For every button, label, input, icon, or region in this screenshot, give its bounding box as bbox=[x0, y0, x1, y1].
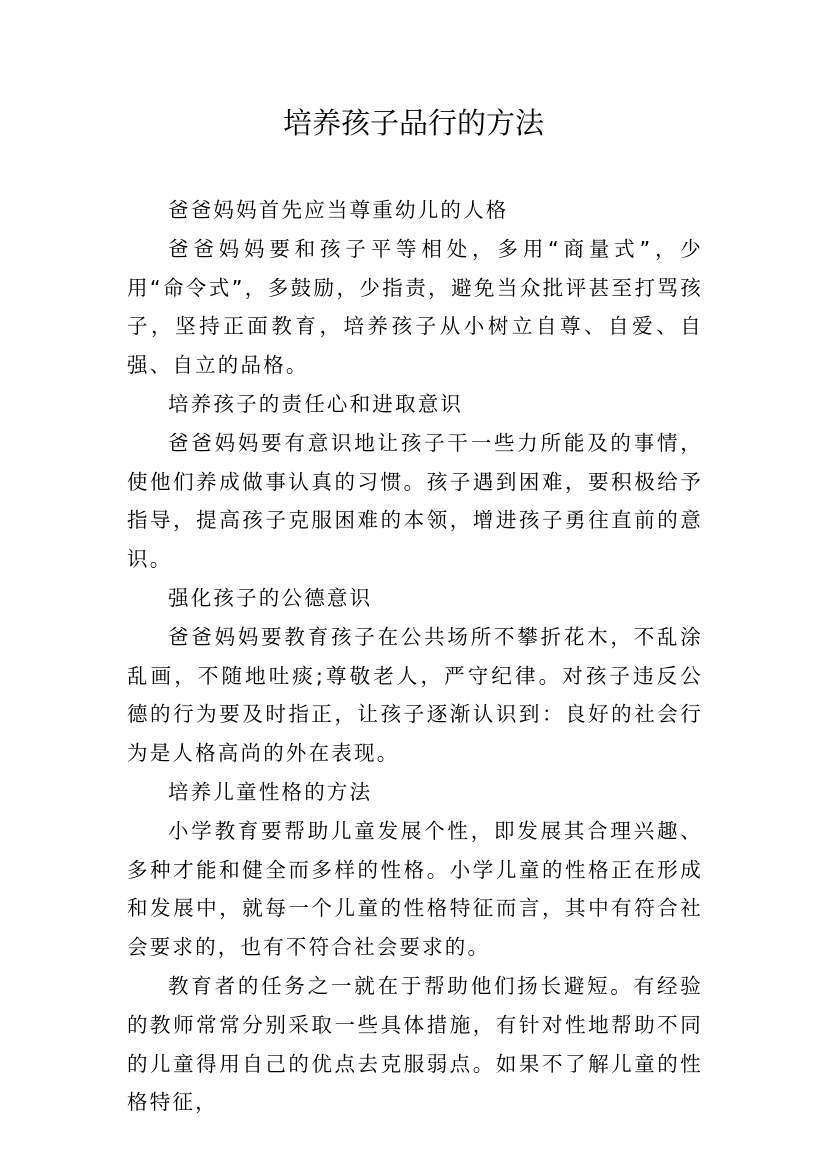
section-heading: 培养孩子的责任心和进取意识 bbox=[168, 391, 464, 416]
paragraph: 教育者的任务之一就在于帮助他们扬长避短。有经验的教师常常分别采取一些具体措施，有针对性地帮助不同的儿童得用自己的优点去克服弱点。如果不了解儿童的性格特征， bbox=[127, 973, 703, 1115]
paragraph: 爸爸妈妈要教育孩子在公共场所不攀折花木，不乱涂乱画，不随地吐痰;尊敬老人，严守纪律。对孩子违反公德的行为要及时指正，让孩子逐渐认识到：良好的社会行为是人格高尚的外在表现。 bbox=[127, 624, 703, 766]
section-heading: 培养儿童性格的方法 bbox=[168, 779, 373, 804]
section-heading: 强化孩子的公德意识 bbox=[168, 585, 373, 610]
paragraph: 爸爸妈妈要有意识地让孩子干一些力所能及的事情，使他们养成做事认真的习惯。孩子遇到困难，要积极给予指导，提高孩子克服困难的本领，增进孩子勇往直前的意识。 bbox=[127, 430, 703, 572]
paragraph: 爸爸妈妈要和孩子平等相处，多用“商量式”，少用“命令式”，多鼓励，少指责，避免当众批评甚至打骂孩子，坚持正面教育，培养孩子从小树立自尊、自爱、自强、自立的品格。 bbox=[127, 236, 703, 378]
paragraph: 小学教育要帮助儿童发展个性，即发展其合理兴趣、多种才能和健全而多样的性格。小学儿童的性格正在形成和发展中，就每一个儿童的性格特征而言，其中有符合社会要求的，也有不符合社会要求的。 bbox=[127, 818, 703, 960]
section-heading: 爸爸妈妈首先应当尊重幼儿的人格 bbox=[168, 198, 509, 222]
document-body bbox=[127, 191, 703, 1122]
document-title: 培养孩子品行的方法 bbox=[282, 106, 544, 140]
